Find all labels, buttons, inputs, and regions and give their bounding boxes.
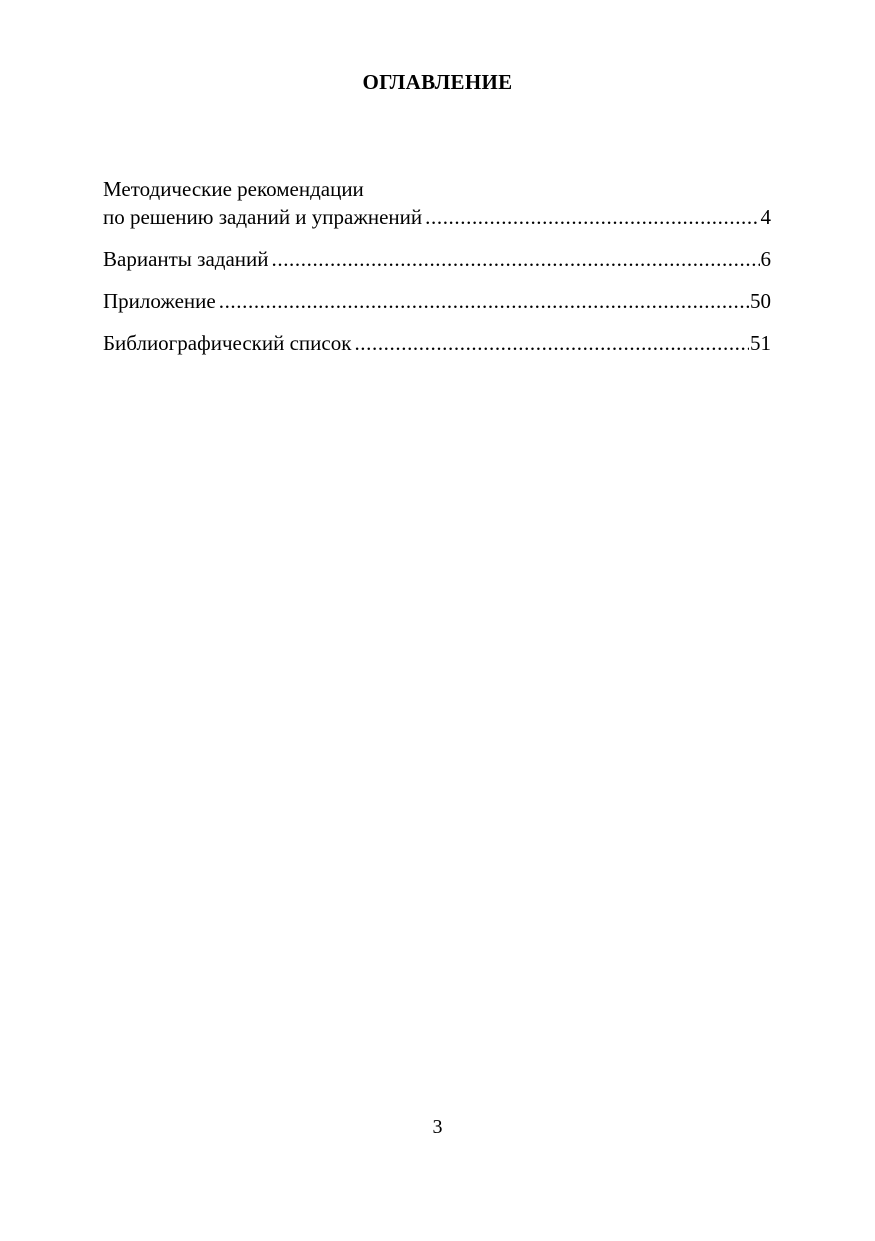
toc-entry-title-line1: Методические рекомендации <box>103 177 364 201</box>
toc-entry-page-number: 4 <box>760 205 771 229</box>
toc-entry-title-line2: по решению заданий и упражнений <box>103 205 423 229</box>
toc-entry-line <box>103 203 771 231</box>
toc-entry-line <box>103 287 771 315</box>
toc-entry-appendix[interactable] <box>103 287 771 315</box>
toc-entry-methodical-recommendations[interactable] <box>103 175 771 231</box>
toc-entry-bibliography[interactable] <box>103 329 771 357</box>
toc-entry-line <box>103 329 771 357</box>
toc-entry-line <box>103 245 771 273</box>
dot-leader <box>219 287 749 315</box>
toc-entry-page-number: 6 <box>760 247 771 271</box>
toc-entry-title: Приложение <box>103 289 216 313</box>
toc-entry-title: Библиографический список <box>103 331 352 355</box>
toc-entry-page-number: 51 <box>750 331 771 355</box>
table-of-contents <box>103 175 771 371</box>
dot-leader <box>272 245 760 273</box>
dot-leader <box>354 329 749 357</box>
dot-leader <box>425 203 759 231</box>
toc-entry-task-variants[interactable] <box>103 245 771 273</box>
toc-entry-page-number: 50 <box>750 289 771 313</box>
page-number: 3 <box>432 1116 443 1138</box>
toc-entry-title: Варианты заданий <box>103 247 269 271</box>
page-title: ОГЛАВЛЕНИЕ <box>362 70 513 94</box>
